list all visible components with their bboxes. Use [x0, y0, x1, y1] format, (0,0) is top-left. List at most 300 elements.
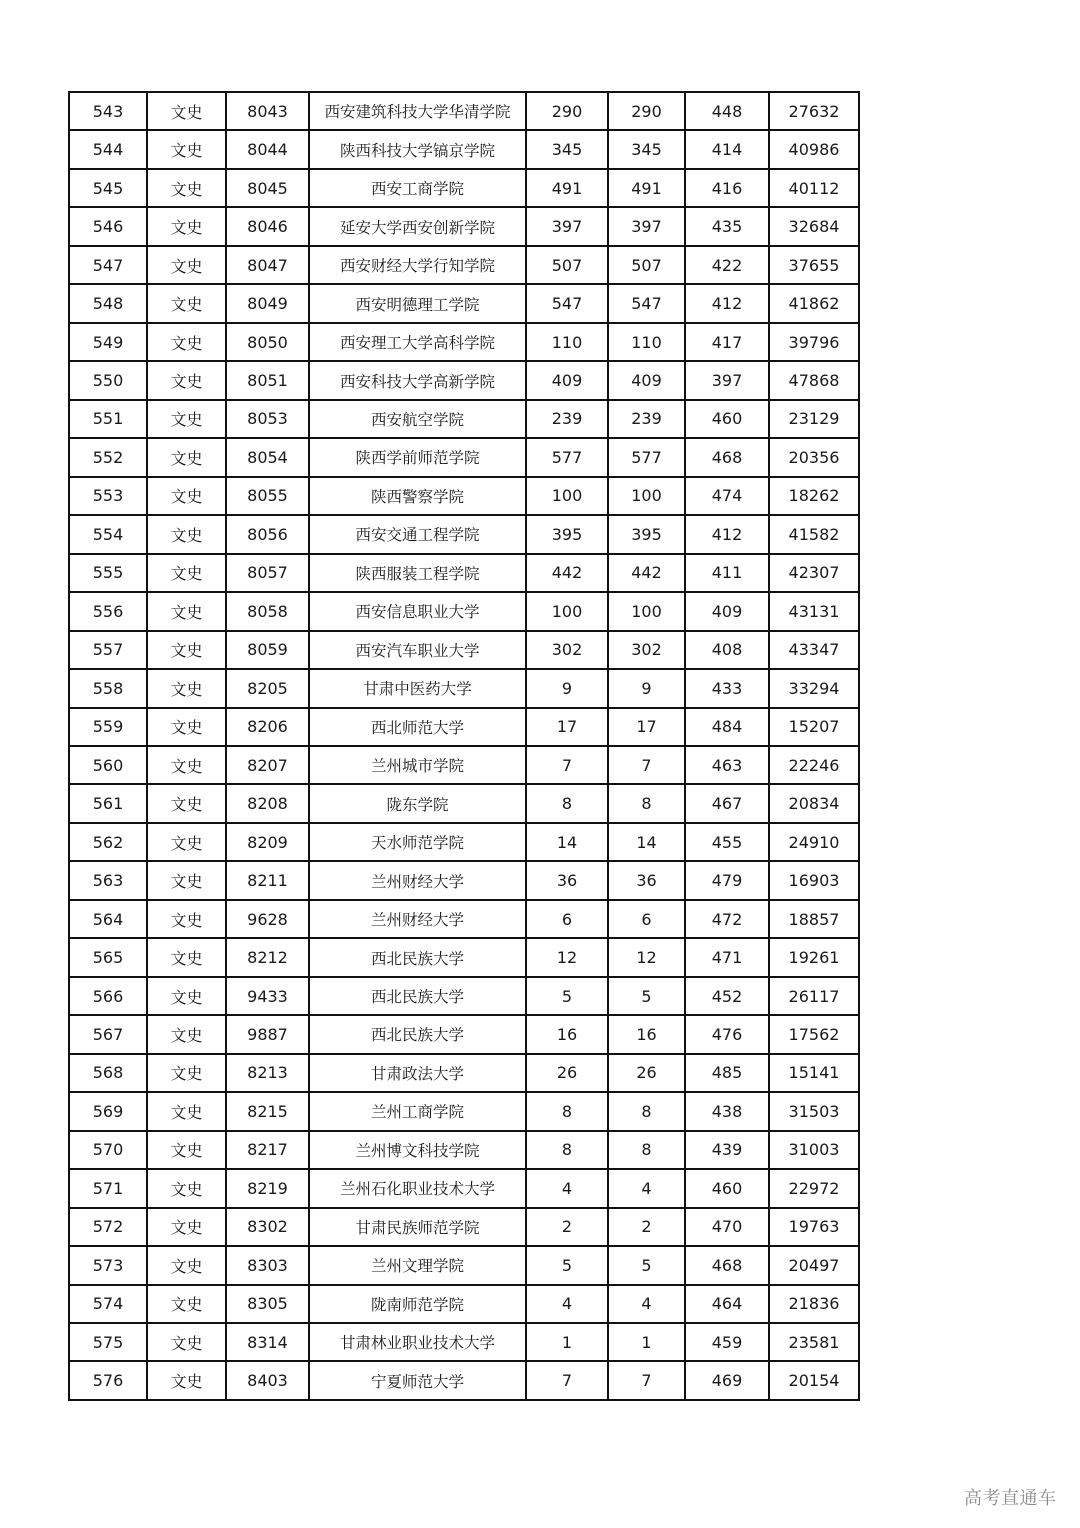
table-body [69, 92, 859, 1400]
min-rank-cell: 31003 [769, 1131, 859, 1169]
school-code-cell: 8302 [226, 1208, 309, 1246]
subject-category-cell: 文史 [147, 130, 226, 168]
plan-count-cell: 4 [526, 1285, 608, 1323]
enrolled-count-cell: 7 [608, 1361, 685, 1400]
subject-category-cell: 文史 [147, 554, 226, 592]
plan-count-cell: 16 [526, 1015, 608, 1053]
table-row [69, 515, 859, 553]
subject-category-cell: 文史 [147, 284, 226, 322]
school-code-cell: 8212 [226, 938, 309, 976]
school-code-cell: 8205 [226, 669, 309, 707]
min-score-cell: 484 [685, 708, 769, 746]
min-score-cell: 452 [685, 977, 769, 1015]
min-score-cell: 479 [685, 861, 769, 899]
min-score-cell: 417 [685, 323, 769, 361]
watermark-text: 高考直通车 [964, 1488, 1057, 1509]
table-row [69, 631, 859, 669]
table-row [69, 169, 859, 207]
plan-count-cell: 36 [526, 861, 608, 899]
table-row [69, 861, 859, 899]
enrolled-count-cell: 239 [608, 400, 685, 438]
min-rank-cell: 15141 [769, 1054, 859, 1092]
row-number-cell: 559 [69, 708, 147, 746]
table-row [69, 554, 859, 592]
min-score-cell: 468 [685, 438, 769, 476]
min-score-cell: 463 [685, 746, 769, 784]
row-number-cell: 558 [69, 669, 147, 707]
min-score-cell: 485 [685, 1054, 769, 1092]
min-rank-cell: 24910 [769, 823, 859, 861]
row-number-cell: 547 [69, 246, 147, 284]
min-rank-cell: 18262 [769, 477, 859, 515]
school-code-cell: 8058 [226, 592, 309, 630]
min-score-cell: 464 [685, 1285, 769, 1323]
min-score-cell: 469 [685, 1361, 769, 1400]
subject-category-cell: 文史 [147, 438, 226, 476]
school-name-cell: 西安交通工程学院 [309, 515, 526, 553]
row-number-cell: 550 [69, 361, 147, 399]
enrolled-count-cell: 4 [608, 1285, 685, 1323]
table-row [69, 1054, 859, 1092]
min-rank-cell: 31503 [769, 1092, 859, 1130]
min-score-cell: 411 [685, 554, 769, 592]
min-score-cell: 433 [685, 669, 769, 707]
row-number-cell: 548 [69, 284, 147, 322]
subject-category-cell: 文史 [147, 1323, 226, 1361]
row-number-cell: 556 [69, 592, 147, 630]
row-number-cell: 570 [69, 1131, 147, 1169]
min-rank-cell: 23129 [769, 400, 859, 438]
enrolled-count-cell: 1 [608, 1323, 685, 1361]
subject-category-cell: 文史 [147, 1169, 226, 1207]
subject-category-cell: 文史 [147, 1092, 226, 1130]
row-number-cell: 549 [69, 323, 147, 361]
row-number-cell: 573 [69, 1246, 147, 1284]
row-number-cell: 566 [69, 977, 147, 1015]
plan-count-cell: 7 [526, 1361, 608, 1400]
min-score-cell: 412 [685, 284, 769, 322]
enrolled-count-cell: 8 [608, 1131, 685, 1169]
table-row [69, 1015, 859, 1053]
plan-count-cell: 239 [526, 400, 608, 438]
enrolled-count-cell: 290 [608, 92, 685, 130]
enrolled-count-cell: 100 [608, 477, 685, 515]
school-code-cell: 8208 [226, 784, 309, 822]
enrolled-count-cell: 110 [608, 323, 685, 361]
school-code-cell: 9433 [226, 977, 309, 1015]
min-score-cell: 460 [685, 1169, 769, 1207]
school-name-cell: 陕西服装工程学院 [309, 554, 526, 592]
school-name-cell: 西安汽车职业大学 [309, 631, 526, 669]
min-rank-cell: 40112 [769, 169, 859, 207]
school-code-cell: 8043 [226, 92, 309, 130]
enrolled-count-cell: 14 [608, 823, 685, 861]
school-code-cell: 8047 [226, 246, 309, 284]
school-code-cell: 8211 [226, 861, 309, 899]
table-row [69, 938, 859, 976]
school-name-cell: 兰州财经大学 [309, 900, 526, 938]
row-number-cell: 571 [69, 1169, 147, 1207]
school-name-cell: 陕西科技大学镐京学院 [309, 130, 526, 168]
school-code-cell: 8206 [226, 708, 309, 746]
min-rank-cell: 26117 [769, 977, 859, 1015]
min-rank-cell: 41582 [769, 515, 859, 553]
min-score-cell: 474 [685, 477, 769, 515]
subject-category-cell: 文史 [147, 246, 226, 284]
subject-category-cell: 文史 [147, 861, 226, 899]
row-number-cell: 551 [69, 400, 147, 438]
row-number-cell: 543 [69, 92, 147, 130]
plan-count-cell: 2 [526, 1208, 608, 1246]
subject-category-cell: 文史 [147, 92, 226, 130]
subject-category-cell: 文史 [147, 823, 226, 861]
row-number-cell: 555 [69, 554, 147, 592]
enrolled-count-cell: 302 [608, 631, 685, 669]
subject-category-cell: 文史 [147, 784, 226, 822]
min-score-cell: 471 [685, 938, 769, 976]
school-code-cell: 8055 [226, 477, 309, 515]
school-code-cell: 8057 [226, 554, 309, 592]
subject-category-cell: 文史 [147, 169, 226, 207]
plan-count-cell: 12 [526, 938, 608, 976]
school-name-cell: 兰州博文科技学院 [309, 1131, 526, 1169]
school-name-cell: 兰州石化职业技术大学 [309, 1169, 526, 1207]
school-code-cell: 8044 [226, 130, 309, 168]
school-name-cell: 西安工商学院 [309, 169, 526, 207]
min-score-cell: 472 [685, 900, 769, 938]
school-name-cell: 天水师范学院 [309, 823, 526, 861]
table-row [69, 92, 859, 130]
enrolled-count-cell: 6 [608, 900, 685, 938]
enrolled-count-cell: 100 [608, 592, 685, 630]
subject-category-cell: 文史 [147, 1208, 226, 1246]
table-row [69, 784, 859, 822]
table-row [69, 823, 859, 861]
plan-count-cell: 8 [526, 784, 608, 822]
plan-count-cell: 395 [526, 515, 608, 553]
table-row [69, 1131, 859, 1169]
row-number-cell: 569 [69, 1092, 147, 1130]
table-row [69, 130, 859, 168]
school-name-cell: 延安大学西安创新学院 [309, 207, 526, 245]
table-row [69, 1361, 859, 1400]
min-rank-cell: 17562 [769, 1015, 859, 1053]
table-row [69, 592, 859, 630]
plan-count-cell: 491 [526, 169, 608, 207]
row-number-cell: 561 [69, 784, 147, 822]
min-rank-cell: 22246 [769, 746, 859, 784]
row-number-cell: 575 [69, 1323, 147, 1361]
enrolled-count-cell: 7 [608, 746, 685, 784]
school-name-cell: 西北民族大学 [309, 977, 526, 1015]
min-rank-cell: 37655 [769, 246, 859, 284]
school-code-cell: 8050 [226, 323, 309, 361]
plan-count-cell: 14 [526, 823, 608, 861]
school-code-cell: 8059 [226, 631, 309, 669]
min-score-cell: 435 [685, 207, 769, 245]
subject-category-cell: 文史 [147, 900, 226, 938]
enrolled-count-cell: 26 [608, 1054, 685, 1092]
min-rank-cell: 20154 [769, 1361, 859, 1400]
subject-category-cell: 文史 [147, 1054, 226, 1092]
plan-count-cell: 1 [526, 1323, 608, 1361]
min-score-cell: 409 [685, 592, 769, 630]
table-row [69, 400, 859, 438]
plan-count-cell: 17 [526, 708, 608, 746]
school-name-cell: 陇东学院 [309, 784, 526, 822]
table-row [69, 900, 859, 938]
row-number-cell: 565 [69, 938, 147, 976]
subject-category-cell: 文史 [147, 323, 226, 361]
enrolled-count-cell: 442 [608, 554, 685, 592]
school-name-cell: 西安财经大学行知学院 [309, 246, 526, 284]
plan-count-cell: 442 [526, 554, 608, 592]
subject-category-cell: 文史 [147, 207, 226, 245]
plan-count-cell: 5 [526, 977, 608, 1015]
min-score-cell: 412 [685, 515, 769, 553]
table-row [69, 746, 859, 784]
enrolled-count-cell: 2 [608, 1208, 685, 1246]
table-row [69, 1285, 859, 1323]
min-rank-cell: 43347 [769, 631, 859, 669]
enrolled-count-cell: 17 [608, 708, 685, 746]
min-rank-cell: 19763 [769, 1208, 859, 1246]
school-code-cell: 8049 [226, 284, 309, 322]
subject-category-cell: 文史 [147, 1246, 226, 1284]
plan-count-cell: 409 [526, 361, 608, 399]
subject-category-cell: 文史 [147, 1361, 226, 1400]
min-score-cell: 422 [685, 246, 769, 284]
table-row [69, 323, 859, 361]
school-name-cell: 陕西学前师范学院 [309, 438, 526, 476]
row-number-cell: 546 [69, 207, 147, 245]
table-row [69, 1323, 859, 1361]
table-row [69, 1092, 859, 1130]
school-code-cell: 8056 [226, 515, 309, 553]
school-code-cell: 8314 [226, 1323, 309, 1361]
enrolled-count-cell: 409 [608, 361, 685, 399]
subject-category-cell: 文史 [147, 361, 226, 399]
min-rank-cell: 15207 [769, 708, 859, 746]
enrolled-count-cell: 547 [608, 284, 685, 322]
subject-category-cell: 文史 [147, 592, 226, 630]
school-name-cell: 甘肃林业职业技术大学 [309, 1323, 526, 1361]
plan-count-cell: 547 [526, 284, 608, 322]
min-score-cell: 460 [685, 400, 769, 438]
school-code-cell: 8217 [226, 1131, 309, 1169]
table-row [69, 361, 859, 399]
school-name-cell: 兰州城市学院 [309, 746, 526, 784]
min-score-cell: 414 [685, 130, 769, 168]
row-number-cell: 562 [69, 823, 147, 861]
plan-count-cell: 4 [526, 1169, 608, 1207]
subject-category-cell: 文史 [147, 938, 226, 976]
enrolled-count-cell: 12 [608, 938, 685, 976]
min-rank-cell: 18857 [769, 900, 859, 938]
min-score-cell: 476 [685, 1015, 769, 1053]
school-name-cell: 西安航空学院 [309, 400, 526, 438]
school-code-cell: 8215 [226, 1092, 309, 1130]
plan-count-cell: 302 [526, 631, 608, 669]
row-number-cell: 557 [69, 631, 147, 669]
enrolled-count-cell: 5 [608, 1246, 685, 1284]
row-number-cell: 563 [69, 861, 147, 899]
min-rank-cell: 32684 [769, 207, 859, 245]
plan-count-cell: 397 [526, 207, 608, 245]
row-number-cell: 576 [69, 1361, 147, 1400]
subject-category-cell: 文史 [147, 1285, 226, 1323]
admission-score-table [68, 91, 860, 1401]
row-number-cell: 544 [69, 130, 147, 168]
school-name-cell: 西安明德理工学院 [309, 284, 526, 322]
row-number-cell: 560 [69, 746, 147, 784]
min-rank-cell: 43131 [769, 592, 859, 630]
school-code-cell: 9628 [226, 900, 309, 938]
min-score-cell: 448 [685, 92, 769, 130]
subject-category-cell: 文史 [147, 746, 226, 784]
subject-category-cell: 文史 [147, 1015, 226, 1053]
row-number-cell: 552 [69, 438, 147, 476]
min-rank-cell: 22972 [769, 1169, 859, 1207]
min-rank-cell: 41862 [769, 284, 859, 322]
enrolled-count-cell: 345 [608, 130, 685, 168]
plan-count-cell: 110 [526, 323, 608, 361]
min-score-cell: 470 [685, 1208, 769, 1246]
plan-count-cell: 577 [526, 438, 608, 476]
row-number-cell: 564 [69, 900, 147, 938]
subject-category-cell: 文史 [147, 631, 226, 669]
school-code-cell: 8219 [226, 1169, 309, 1207]
table-row [69, 207, 859, 245]
enrolled-count-cell: 491 [608, 169, 685, 207]
table-row [69, 477, 859, 515]
enrolled-count-cell: 397 [608, 207, 685, 245]
min-score-cell: 455 [685, 823, 769, 861]
min-score-cell: 416 [685, 169, 769, 207]
row-number-cell: 567 [69, 1015, 147, 1053]
table-row [69, 669, 859, 707]
table-row [69, 1208, 859, 1246]
min-score-cell: 397 [685, 361, 769, 399]
min-rank-cell: 20497 [769, 1246, 859, 1284]
subject-category-cell: 文史 [147, 400, 226, 438]
table-row [69, 438, 859, 476]
min-rank-cell: 20834 [769, 784, 859, 822]
enrolled-count-cell: 507 [608, 246, 685, 284]
school-code-cell: 8054 [226, 438, 309, 476]
school-code-cell: 8209 [226, 823, 309, 861]
plan-count-cell: 100 [526, 477, 608, 515]
min-rank-cell: 42307 [769, 554, 859, 592]
school-code-cell: 9887 [226, 1015, 309, 1053]
plan-count-cell: 26 [526, 1054, 608, 1092]
table-row [69, 284, 859, 322]
row-number-cell: 553 [69, 477, 147, 515]
plan-count-cell: 7 [526, 746, 608, 784]
plan-count-cell: 9 [526, 669, 608, 707]
row-number-cell: 568 [69, 1054, 147, 1092]
enrolled-count-cell: 8 [608, 784, 685, 822]
row-number-cell: 554 [69, 515, 147, 553]
school-name-cell: 西北民族大学 [309, 1015, 526, 1053]
subject-category-cell: 文史 [147, 1131, 226, 1169]
school-name-cell: 兰州文理学院 [309, 1246, 526, 1284]
min-score-cell: 467 [685, 784, 769, 822]
min-rank-cell: 19261 [769, 938, 859, 976]
row-number-cell: 572 [69, 1208, 147, 1246]
school-code-cell: 8213 [226, 1054, 309, 1092]
min-rank-cell: 20356 [769, 438, 859, 476]
enrolled-count-cell: 395 [608, 515, 685, 553]
plan-count-cell: 8 [526, 1092, 608, 1130]
school-code-cell: 8053 [226, 400, 309, 438]
min-rank-cell: 33294 [769, 669, 859, 707]
school-name-cell: 兰州工商学院 [309, 1092, 526, 1130]
school-name-cell: 陇南师范学院 [309, 1285, 526, 1323]
school-name-cell: 兰州财经大学 [309, 861, 526, 899]
table-row [69, 977, 859, 1015]
min-rank-cell: 21836 [769, 1285, 859, 1323]
enrolled-count-cell: 36 [608, 861, 685, 899]
plan-count-cell: 6 [526, 900, 608, 938]
min-rank-cell: 16903 [769, 861, 859, 899]
school-code-cell: 8403 [226, 1361, 309, 1400]
school-name-cell: 甘肃民族师范学院 [309, 1208, 526, 1246]
plan-count-cell: 8 [526, 1131, 608, 1169]
enrolled-count-cell: 5 [608, 977, 685, 1015]
enrolled-count-cell: 4 [608, 1169, 685, 1207]
subject-category-cell: 文史 [147, 977, 226, 1015]
min-rank-cell: 23581 [769, 1323, 859, 1361]
plan-count-cell: 5 [526, 1246, 608, 1284]
row-number-cell: 574 [69, 1285, 147, 1323]
min-rank-cell: 27632 [769, 92, 859, 130]
min-rank-cell: 40986 [769, 130, 859, 168]
school-code-cell: 8305 [226, 1285, 309, 1323]
school-name-cell: 西安科技大学高新学院 [309, 361, 526, 399]
school-code-cell: 8045 [226, 169, 309, 207]
enrolled-count-cell: 8 [608, 1092, 685, 1130]
min-score-cell: 408 [685, 631, 769, 669]
row-number-cell: 545 [69, 169, 147, 207]
plan-count-cell: 507 [526, 246, 608, 284]
table-row [69, 246, 859, 284]
school-name-cell: 西北民族大学 [309, 938, 526, 976]
school-name-cell: 西安信息职业大学 [309, 592, 526, 630]
min-rank-cell: 47868 [769, 361, 859, 399]
min-score-cell: 468 [685, 1246, 769, 1284]
school-name-cell: 宁夏师范大学 [309, 1361, 526, 1400]
subject-category-cell: 文史 [147, 477, 226, 515]
school-name-cell: 西北师范大学 [309, 708, 526, 746]
table-row [69, 1246, 859, 1284]
subject-category-cell: 文史 [147, 669, 226, 707]
min-rank-cell: 39796 [769, 323, 859, 361]
school-code-cell: 8051 [226, 361, 309, 399]
school-code-cell: 8207 [226, 746, 309, 784]
table-row [69, 1169, 859, 1207]
school-name-cell: 陕西警察学院 [309, 477, 526, 515]
school-name-cell: 甘肃中医药大学 [309, 669, 526, 707]
school-name-cell: 西安建筑科技大学华清学院 [309, 92, 526, 130]
school-name-cell: 甘肃政法大学 [309, 1054, 526, 1092]
enrolled-count-cell: 577 [608, 438, 685, 476]
subject-category-cell: 文史 [147, 515, 226, 553]
school-code-cell: 8046 [226, 207, 309, 245]
plan-count-cell: 290 [526, 92, 608, 130]
school-name-cell: 西安理工大学高科学院 [309, 323, 526, 361]
enrolled-count-cell: 16 [608, 1015, 685, 1053]
